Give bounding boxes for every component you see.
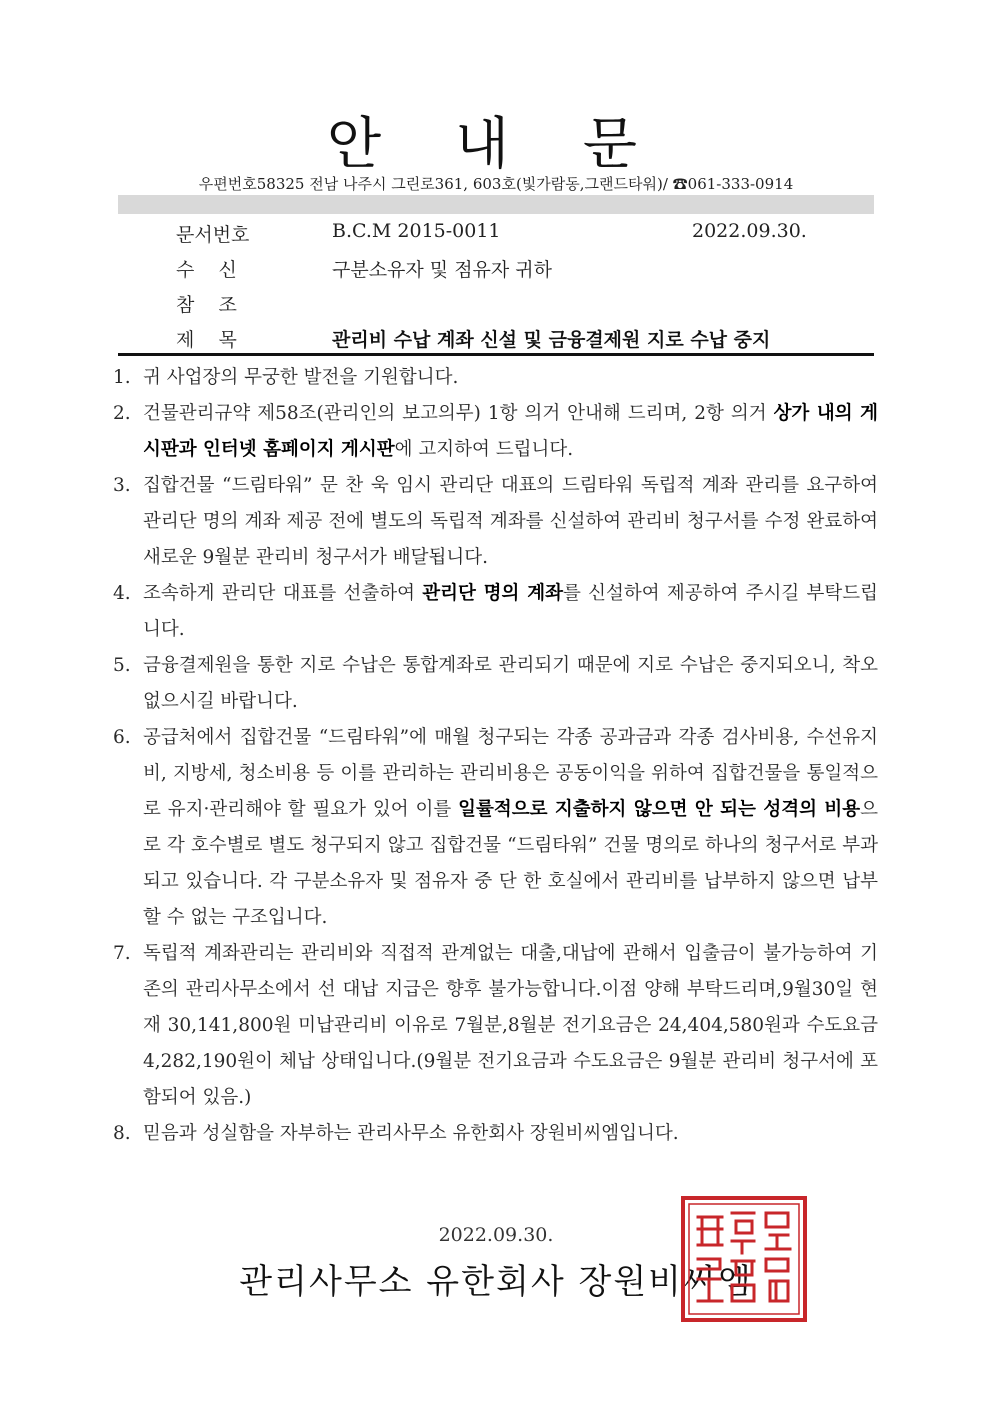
list-item xyxy=(113,1116,878,1152)
list-item-number: 2. xyxy=(113,403,131,424)
list-item-text xyxy=(143,727,878,928)
list-item xyxy=(113,648,878,720)
list-item-number: 6. xyxy=(113,727,131,748)
doc-no-label: 문서번호 xyxy=(176,224,250,246)
list-item-text xyxy=(143,1123,679,1144)
list-item-text xyxy=(143,367,458,388)
emphasis-text: 상가 내의 게시판과 인터넷 홈페이지 게시판 xyxy=(143,403,878,460)
list-item-number: 8. xyxy=(113,1123,131,1144)
body-text: 에 고지하여 드립니다. xyxy=(394,439,574,460)
list-item-number: 3. xyxy=(113,475,131,496)
company-seal xyxy=(680,1195,808,1323)
body-text: 독립적 계좌관리는 관리비와 직접적 관계없는 대출,대납에 관해서 입출금이 불가능하여 기존의 관리사무소에서 선 대납 지급은 향후 불가능합니다.이점 양해 부탁드리며,9월30일 현재 30,141,800원 미납관리비 이유로 7월분,8월분 전기요금은 24,404,580원과 수도요금 4,282,190원이 체납 상태입니다.(9월분 전기요금과 수도요금은 9월분 관리비 청구서에 포함되어 있음.) xyxy=(143,943,878,1108)
list-item-text xyxy=(143,475,878,568)
list-item xyxy=(113,396,878,468)
body-text: 으로 각 호수별로 별도 청구되지 않고 집합건물 “드림타워” 건물 명의로 하나의 청구서로 부과되고 있습니다. 각 구분소유자 및 점유자 중 단 한 호실에서 관리비를 납부하지 않으면 납부할 수 없는 구조입니다. xyxy=(143,799,878,928)
doc-no-value: B.C.M 2015-0011 xyxy=(332,220,501,242)
recipient-value: 구분소유자 및 점유자 귀하 xyxy=(332,259,553,281)
list-item xyxy=(113,936,878,1116)
list-item-text xyxy=(143,583,878,640)
list-item-number: 1. xyxy=(113,367,131,388)
body-text: 공급처에서 집합건물 “드림타워”에 매월 청구되는 각종 공과금과 각종 검사비용, 수선유지비, 지방세, 청소비용 등 이를 관리하는 관리비용은 공동이익을 위하여 집합건물을 통일적으로 유지·관리해야 할 필요가 있어 이를 xyxy=(143,727,878,820)
header-rule xyxy=(118,353,874,356)
signature-date: 2022.09.30. xyxy=(438,1224,554,1246)
body-text: 믿음과 성실함을 자부하는 관리사무소 유한회사 장원비씨엠입니다. xyxy=(143,1123,679,1144)
emphasis-text: 일률적으로 지출하지 않으면 안 되는 성격의 비용 xyxy=(458,799,861,820)
list-item xyxy=(113,468,878,576)
body-list xyxy=(113,360,878,1152)
signature: 관리사무소 유한회사 장원비씨엠 xyxy=(239,1262,753,1302)
list-item-number: 7. xyxy=(113,943,131,964)
body-text: 조속하게 관리단 대표를 선출하여 xyxy=(143,583,423,604)
recipient-label: 수 신 xyxy=(176,259,237,281)
list-item-number: 4. xyxy=(113,583,131,604)
subject-label: 제 목 xyxy=(176,329,237,351)
header-bar xyxy=(118,195,874,214)
body-text: 금융결제원을 통한 지로 수납은 통합계좌로 관리되기 때문에 지로 수납은 중지되오니, 착오 없으시길 바랍니다. xyxy=(143,655,878,712)
body-text: 건물관리규약 제58조(관리인의 보고의무) 1항 의거 안내해 드리며, 2항 의거 xyxy=(143,403,774,424)
reference-label: 참 조 xyxy=(176,294,237,316)
list-item xyxy=(113,576,878,648)
subject-value: 관리비 수납 계좌 신설 및 금융결제원 지로 수납 중지 xyxy=(332,329,771,351)
document-title: 안 내 문 xyxy=(327,112,665,177)
body-text: 를 신설하여 제공하여 주시길 부탁드립니다. xyxy=(143,583,878,640)
address-line: 우편번호58325 전남 나주시 그린로361, 603호(빛가람동,그랜드타워)/ ☎061-333-0914 xyxy=(198,175,794,193)
list-item xyxy=(113,360,878,396)
body-text: 집합건물 “드림타워” 문 찬 욱 임시 관리단 대표의 드림타워 독립적 계좌 관리를 요구하여 관리단 명의 계좌 제공 전에 별도의 독립적 계좌를 신설하여 관리비 청구서를 수정 완료하여 새로운 9월분 관리비 청구서가 배달됩니다. xyxy=(143,475,878,568)
doc-date: 2022.09.30. xyxy=(692,220,807,242)
list-item-text xyxy=(143,403,878,460)
emphasis-text: 관리단 명의 계좌 xyxy=(422,583,563,604)
list-item-text xyxy=(143,655,878,712)
list-item xyxy=(113,720,878,936)
list-item-number: 5. xyxy=(113,655,131,676)
body-text: 귀 사업장의 무궁한 발전을 기원합니다. xyxy=(143,367,459,388)
list-item-text xyxy=(143,943,878,1108)
